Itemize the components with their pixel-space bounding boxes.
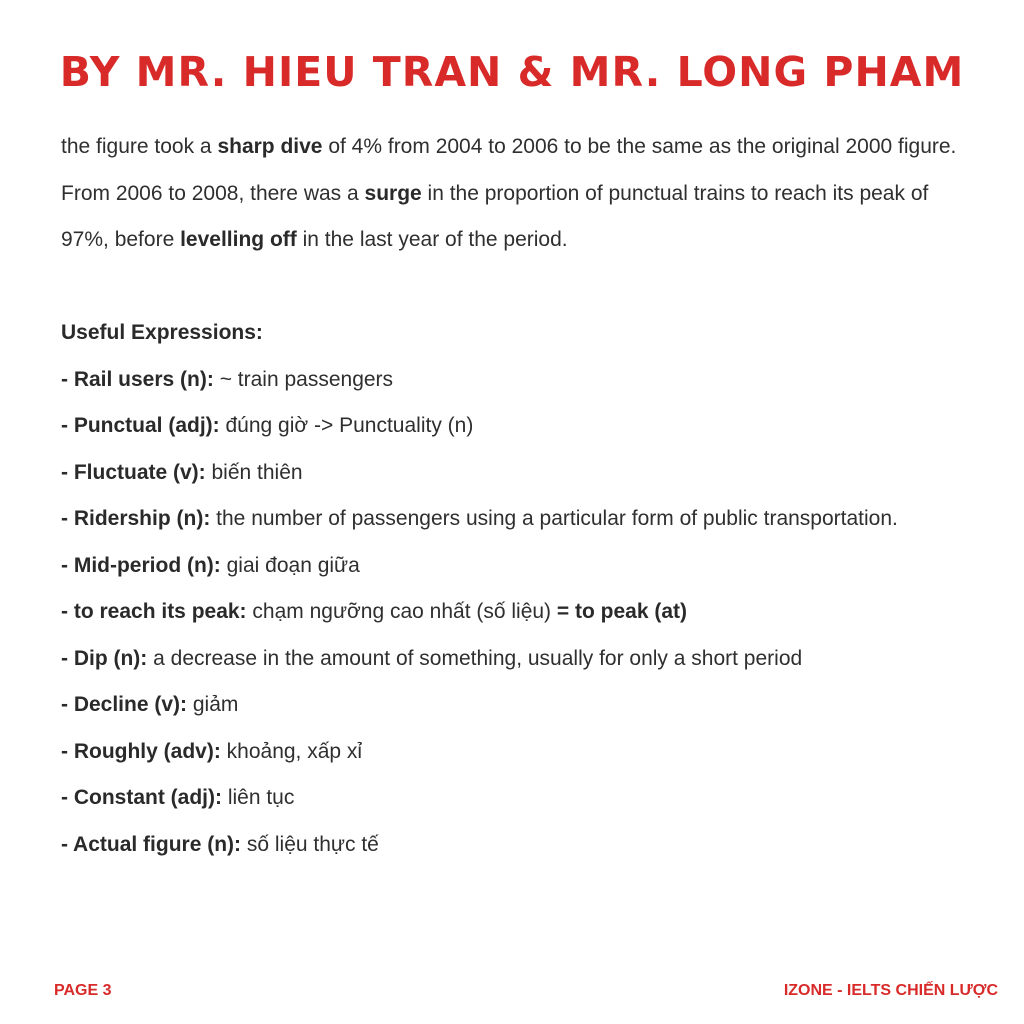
expression-item <box>61 682 971 729</box>
expression-term: - Fluctuate (v): <box>61 460 206 484</box>
expression-definition: giảm <box>187 693 239 716</box>
expression-synonym: = to peak (at) <box>556 600 688 623</box>
expression-definition: đúng giờ -> Punctuality (n) <box>219 414 474 437</box>
paragraph-text: in the proportion of punctual trains to reach its peak of 97%, before <box>61 181 929 251</box>
brand-footer: IZONE - IELTS CHIẾN LƯỢC <box>783 982 998 999</box>
expression-definition: ~ train passengers <box>213 367 394 391</box>
expression-definition: liên tục <box>221 786 295 809</box>
key-phrase: sharp dive <box>217 135 323 158</box>
expression-term: - Punctual (adj): <box>61 414 220 437</box>
expression-term: - Decline (v): <box>61 693 188 716</box>
expression-term: - Actual figure (n): <box>61 832 242 856</box>
expression-item <box>61 822 971 869</box>
expression-item <box>61 496 971 543</box>
key-phrase: levelling off <box>180 228 297 251</box>
expression-item <box>61 450 971 497</box>
expression-term: - Ridership (n): <box>61 507 211 530</box>
expression-term: - Roughly (adv): <box>61 739 221 763</box>
expression-item <box>61 775 971 822</box>
expression-term: - Mid-period (n): <box>61 553 221 577</box>
page-number: PAGE 3 <box>54 982 112 999</box>
expressions-heading: Useful Expressions: <box>61 321 263 344</box>
paragraph-text: of 4% from 2004 to 2006 to be the same as the original 2000 figure. From 2006 to 2008, there was a <box>61 135 957 205</box>
expression-definition: chạm ngưỡng cao nhất (số liệu) <box>246 600 557 623</box>
expression-definition: số liệu thực tế <box>241 832 379 856</box>
expression-definition: giai đoạn giữa <box>220 553 360 577</box>
expression-item <box>61 636 971 683</box>
paragraph-text: the figure took a <box>61 135 218 158</box>
expression-item <box>61 729 971 776</box>
expression-term: - Constant (adj): <box>61 786 222 809</box>
expression-item <box>61 403 971 450</box>
expression-item <box>61 357 971 404</box>
expression-definition: khoảng, xấp xỉ <box>220 739 363 763</box>
expression-item <box>61 589 971 636</box>
page-title: BY MR. HIEU TRAN & MR. LONG PHAM <box>59 48 965 96</box>
key-phrase: surge <box>364 181 422 205</box>
expression-definition: a decrease in the amount of something, usually for only a short period <box>147 646 803 670</box>
section-spacer <box>61 264 971 311</box>
paragraph-text: in the last year of the period. <box>296 228 568 251</box>
expression-item <box>61 543 971 590</box>
expression-term: - to reach its peak: <box>61 600 247 623</box>
document-body <box>61 124 971 868</box>
expression-term: - Dip (n): <box>61 646 148 670</box>
expression-definition: biến thiên <box>205 460 303 484</box>
expression-term: - Rail users (n): <box>61 367 214 391</box>
summary-paragraph <box>61 124 971 264</box>
expression-definition: the number of passengers using a particular form of public transportation. <box>210 507 898 530</box>
